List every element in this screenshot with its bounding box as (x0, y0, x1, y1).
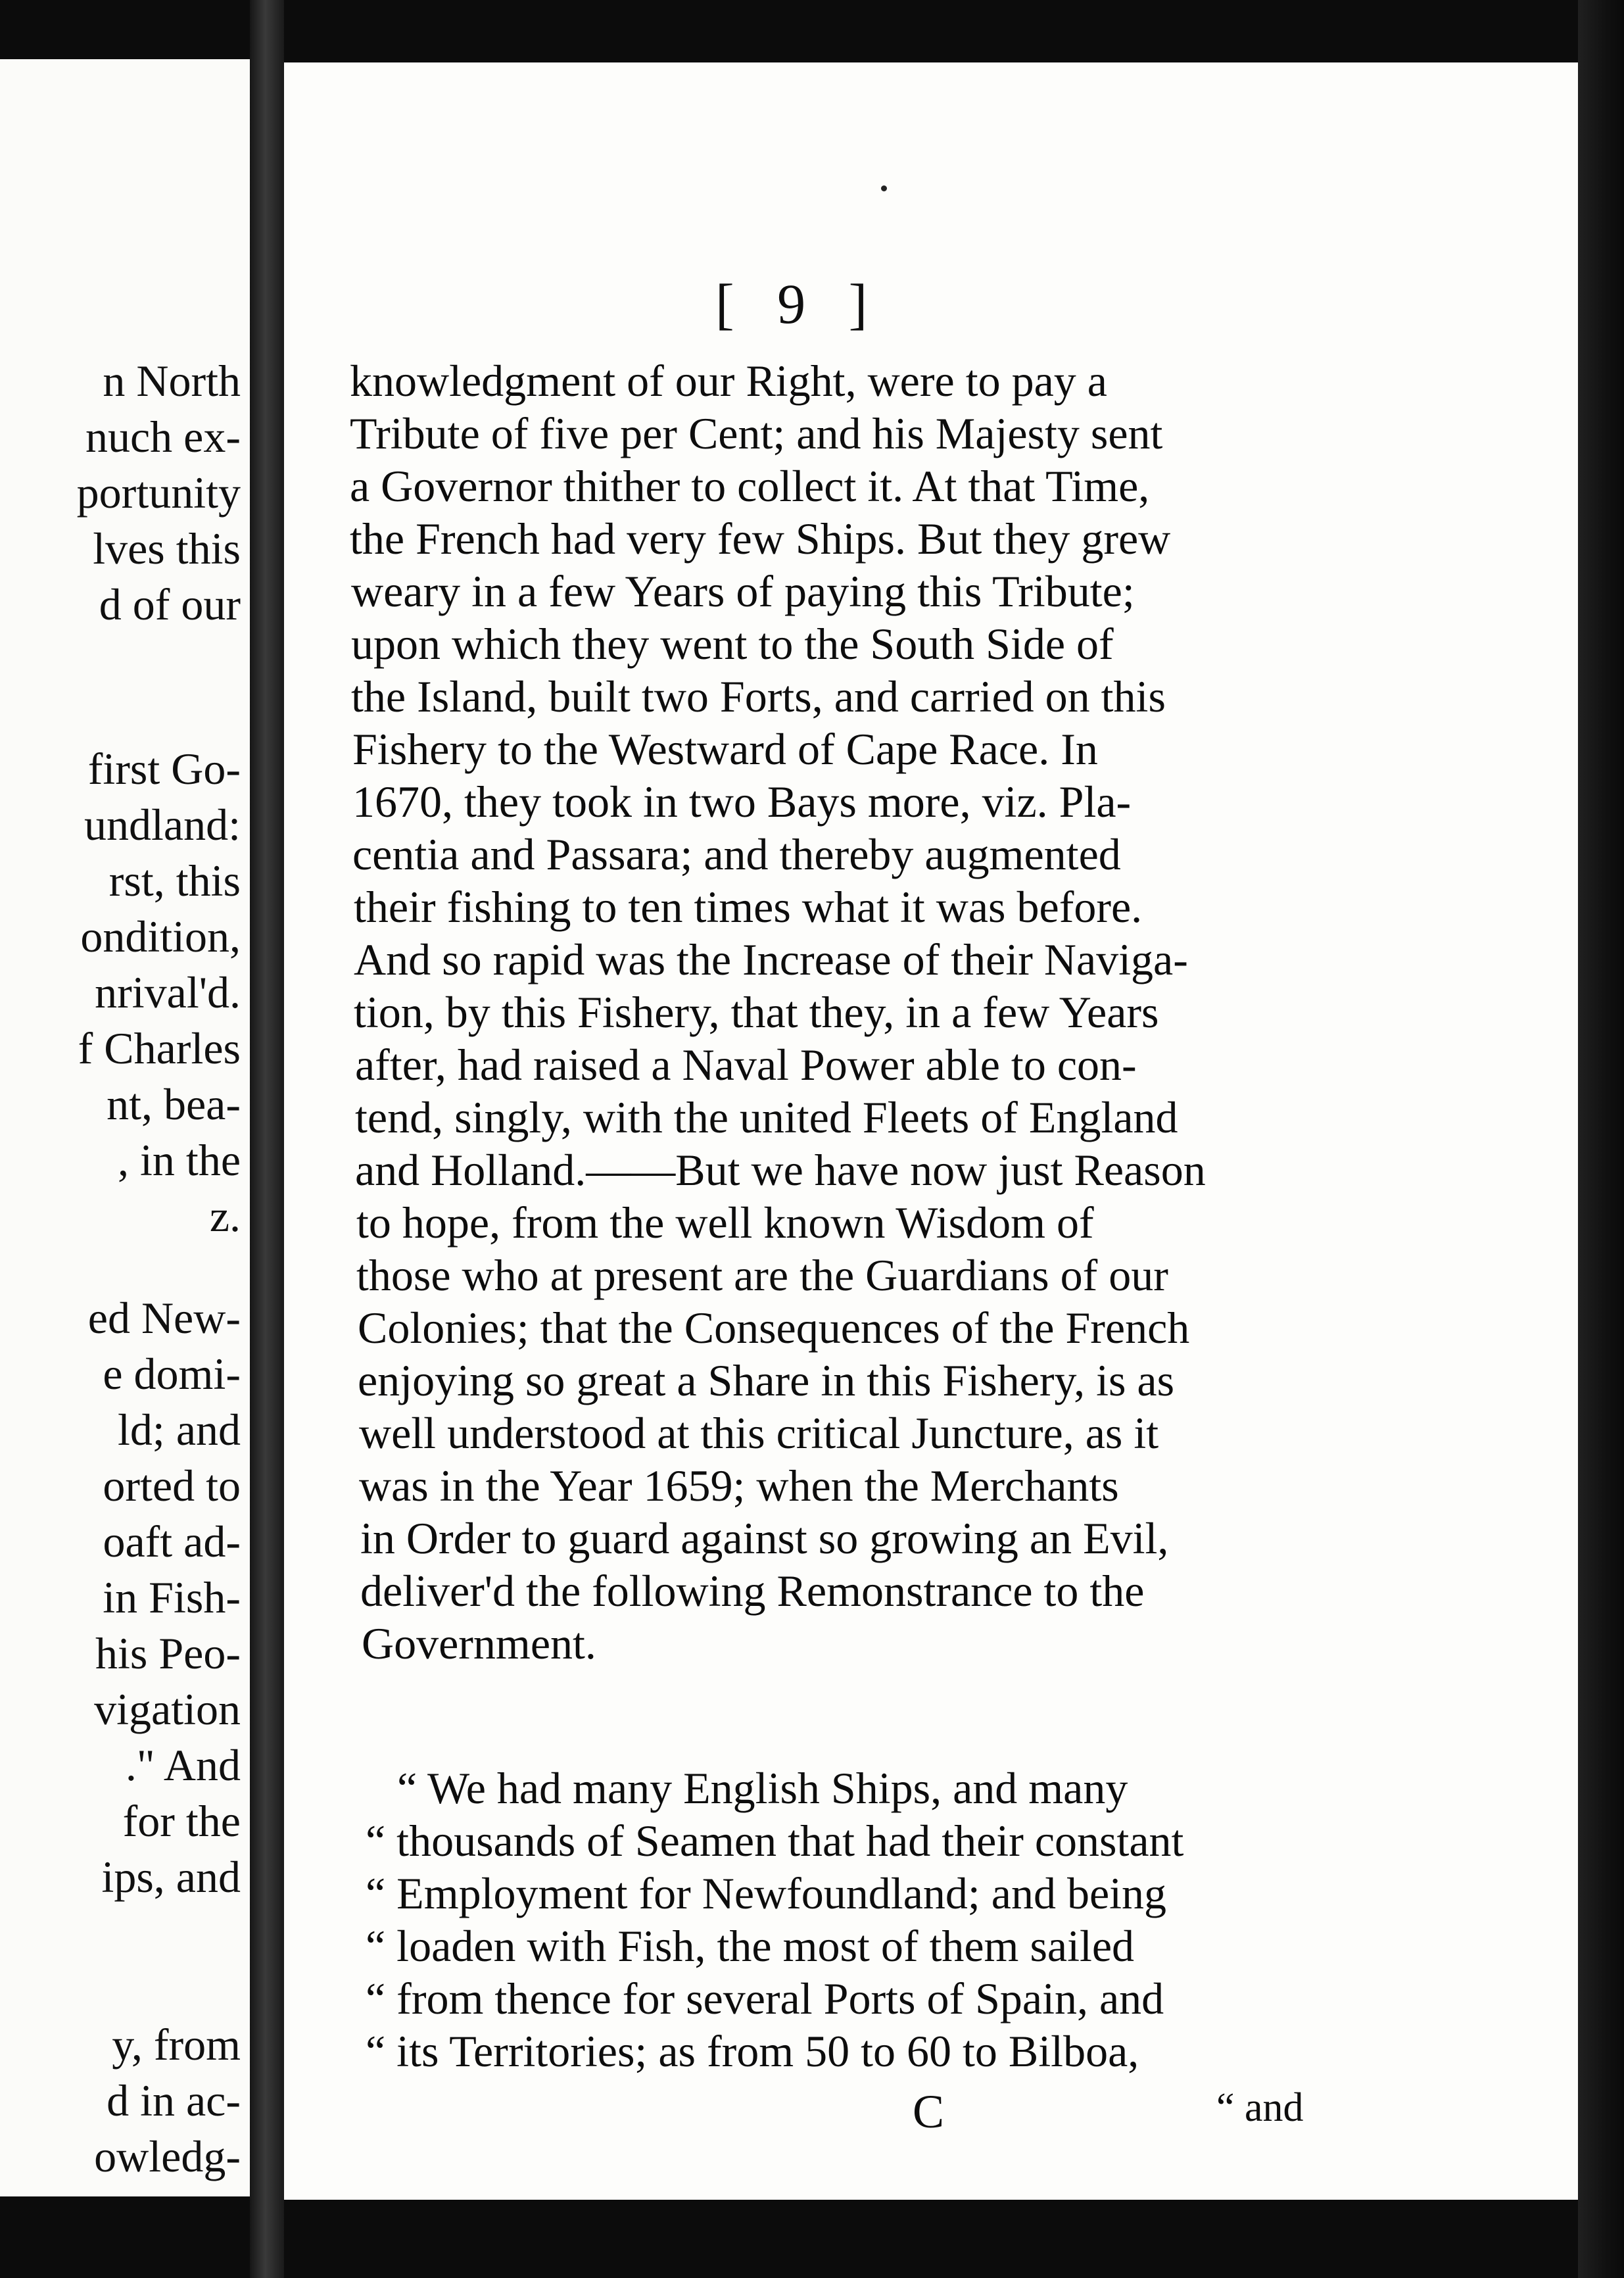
quote-line: “ its Territories; as from 50 to 60 to Bilboa, (366, 2026, 1139, 2076)
left-text-line: ed New- (87, 1293, 241, 1343)
text-line: well understood at this critical Juncture, as it (359, 1408, 1159, 1458)
text-line: those who at present are the Guardians of our (356, 1250, 1168, 1300)
signature-mark: C (913, 2085, 945, 2138)
left-text-line: f Charles (78, 1023, 241, 1073)
text-line: Tribute of five per Cent; and his Majesty sent (350, 408, 1163, 458)
text-line: 1670, they took in two Bays more, viz. Pla- (352, 777, 1132, 827)
left-text-line: d of our (99, 579, 241, 629)
text-line: Fishery to the Westward of Cape Race. In (352, 724, 1098, 774)
catchword: “ and (1216, 2085, 1304, 2130)
left-text-line: nrival'd. (95, 967, 241, 1017)
text-line: to hope, from the well known Wisdom of (356, 1198, 1094, 1248)
book-gutter (250, 0, 284, 2278)
text-line: enjoying so great a Share in this Fishery, is as (358, 1355, 1175, 1405)
left-text-line: y, from (112, 2020, 241, 2070)
left-text-line: ips, and (101, 1852, 241, 1902)
text-line: centia and Passara; and thereby augmented (352, 829, 1121, 879)
quote-line: “ Employment for Newfoundland; and being (366, 1868, 1167, 1918)
left-text-line: d in ac- (107, 2075, 241, 2125)
text-line: Colonies; that the Consequences of the French (358, 1303, 1190, 1353)
left-text-line: for the (122, 1796, 241, 1846)
text-line: and Holland.——But we have now just Reason (355, 1145, 1206, 1195)
left-text-line: orted to (103, 1461, 241, 1511)
text-line: knowledgment of our Right, were to pay a (350, 356, 1107, 406)
left-text-line: portunity (76, 468, 241, 518)
text-line: a Governor thither to collect it. At that Time, (350, 461, 1150, 511)
left-text-line: n North (103, 356, 241, 406)
left-text-line: ld; and (118, 1405, 241, 1455)
scan-right-edge (1578, 0, 1624, 2278)
text-line: tend, singly, with the united Fleets of England (355, 1092, 1178, 1142)
quote-line: “ from thence for several Ports of Spain, and (366, 1974, 1164, 2024)
text-line: And so rapid was the Increase of their Naviga- (354, 934, 1188, 984)
left-text-line: nuch ex- (85, 412, 241, 462)
quote-line: “ We had many English Ships, and many (397, 1763, 1128, 1813)
left-text-line: owledg- (94, 2131, 241, 2181)
left-text-line: z. (209, 1191, 241, 1241)
text-line: upon which they went to the South Side of (351, 619, 1114, 669)
left-text-line: undland: (84, 800, 241, 850)
quote-line: “ thousands of Seamen that had their constant (366, 1816, 1184, 1866)
left-text-line: rst, this (108, 856, 241, 906)
left-text-line: vigation (94, 1684, 241, 1734)
left-page-fragment (0, 59, 250, 2196)
text-line: after, had raised a Naval Power able to con- (355, 1040, 1137, 1090)
text-line: in Order to guard against so growing an Evil, (360, 1513, 1169, 1563)
left-text-line: ." And (125, 1740, 241, 1790)
quote-line: “ loaden with Fish, the most of them sailed (366, 1921, 1135, 1971)
text-line: Government. (362, 1618, 596, 1668)
text-line: their fishing to ten times what it was before. (354, 882, 1143, 932)
left-text-line: , in the (118, 1135, 241, 1185)
left-text-line: e domi- (103, 1349, 241, 1399)
left-text-line: ondition, (80, 911, 241, 961)
left-text-line: lves this (93, 523, 241, 573)
text-line: weary in a few Years of paying this Tribute; (351, 566, 1135, 616)
text-line: tion, by this Fishery, that they, in a few Years (354, 987, 1159, 1037)
text-line: the French had very few Ships. But they grew (350, 514, 1171, 564)
text-line: was in the Year 1659; when the Merchants (359, 1461, 1119, 1511)
left-text-line: nt, bea- (107, 1079, 241, 1129)
left-text-line: his Peo- (95, 1628, 241, 1678)
text-line: the Island, built two Forts, and carried on this (351, 671, 1166, 721)
text-line: deliver'd the following Remonstrance to the (360, 1566, 1145, 1616)
left-text-line: oaft ad- (103, 1516, 241, 1566)
left-text-line: first Go- (87, 744, 241, 794)
ink-speck (881, 185, 887, 191)
page-number: [ 9 ] (715, 272, 882, 335)
main-page (284, 62, 1578, 2200)
left-text-line: in Fish- (103, 1572, 241, 1622)
